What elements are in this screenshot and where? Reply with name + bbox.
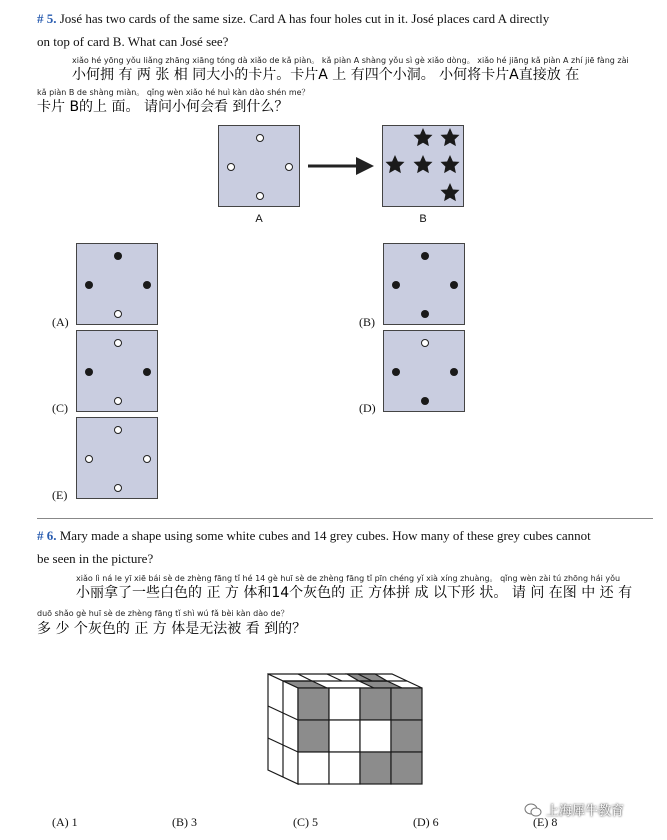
section-divider: [37, 518, 653, 519]
q6-chinese-line2: 多 少 个灰色的 正 方 体是无法被 看 到的？: [37, 621, 307, 637]
dot: [450, 368, 458, 376]
option-d-card[interactable]: [383, 330, 465, 412]
dot: [450, 281, 458, 289]
q5-text-line2: on top of card B. What can José see?: [37, 34, 229, 49]
dot: [143, 281, 151, 289]
q5-chinese-line1: 小何拥 有 两 张 相 同大小的卡片。卡片A 上 有四个小洞。 小何将卡片A直接放 在: [72, 67, 580, 83]
hole: [285, 163, 293, 171]
answer-a[interactable]: (A) 1: [52, 815, 78, 829]
q6-chinese-line1: 小丽拿了一些白色的 正 方 体和14个灰色的 正 方体拼 成 以下形 状。 请 问 在图 中 还 有: [76, 585, 633, 601]
answer-c[interactable]: (C) 5: [293, 815, 318, 829]
dot: [421, 252, 429, 260]
dot: [421, 397, 429, 405]
dot: [392, 281, 400, 289]
card-a-label: A: [255, 213, 263, 225]
arrow-right-icon: [306, 154, 376, 178]
watermark-text: 上海犀牛教育: [546, 804, 625, 819]
q6-pinyin-line2: duō shǎo gè huī sè de zhèng fāng tǐ shì wú fǎ bèi kàn dào de？: [37, 609, 289, 618]
answer-b[interactable]: (B) 3: [172, 815, 197, 829]
hole: [114, 397, 122, 405]
card-b: [382, 125, 464, 207]
hole: [256, 192, 264, 200]
dot: [143, 368, 151, 376]
card-a: [218, 125, 300, 207]
dot: [392, 368, 400, 376]
q5-chinese-line2: 卡片 B的上 面。 请问小何会看 到什么？: [37, 99, 289, 115]
hole: [143, 455, 151, 463]
dot: [85, 368, 93, 376]
q5-pinyin-line2: kǎ piàn B de shàng miàn。 qǐng wèn xiǎo hé huì kàn dào shén me？: [37, 88, 310, 97]
q5-number: # 5.: [37, 11, 57, 26]
answer-d[interactable]: (D) 6: [413, 815, 439, 829]
option-c-label[interactable]: (C): [52, 401, 68, 415]
cube-shape-figure: [262, 666, 430, 792]
option-e-card[interactable]: [76, 417, 158, 499]
dot: [421, 310, 429, 318]
hole: [114, 310, 122, 318]
watermark: [524, 800, 624, 819]
option-a-label[interactable]: (A): [52, 315, 69, 329]
q6-text-line1: # 6. Mary made a shape using some white cubes and 14 grey cubes. How many of these grey cubes cannot: [37, 528, 591, 543]
option-e-label[interactable]: (E): [52, 488, 68, 502]
hole: [421, 339, 429, 347]
q5-pinyin-line1: xiǎo hé yōng yǒu liǎng zhāng xiāng tóng dà xiǎo de kǎ piàn。 kǎ piàn A shàng yǒu sì gè xiǎo dòng。 xiǎo hé jiāng kǎ piàn A zhí jiē fàng zài: [72, 56, 629, 65]
hole: [114, 339, 122, 347]
q5-text-line1: # 5. José has two cards of the same size. Card A has four holes cut in it. José places card A directly: [37, 11, 550, 26]
option-a-card[interactable]: [76, 243, 158, 325]
option-b-card[interactable]: [383, 243, 465, 325]
answer-e[interactable]: (E) 8: [533, 815, 558, 829]
hole: [114, 426, 122, 434]
hole: [85, 455, 93, 463]
card-b-label: B: [419, 213, 427, 225]
dot: [114, 252, 122, 260]
hole: [114, 484, 122, 492]
wechat-icon: [524, 803, 542, 817]
q6-text-line2: be seen in the picture?: [37, 551, 154, 566]
hole: [256, 134, 264, 142]
q6-number: # 6.: [37, 528, 57, 543]
star-pattern-icon: [383, 126, 463, 206]
option-c-card[interactable]: [76, 330, 158, 412]
q6-pinyin-line1: xiǎo lì ná le yī xiē bái sè de zhèng fāng tǐ hé 14 gè huī sè de zhèng fāng tǐ pīn chéng yǐ xià xíng zhuàng。 qǐng wèn zài tú zhōng hái yǒu: [76, 574, 621, 583]
option-d-label[interactable]: (D): [359, 401, 376, 415]
option-b-label[interactable]: (B): [359, 315, 375, 329]
dot: [85, 281, 93, 289]
hole: [227, 163, 235, 171]
